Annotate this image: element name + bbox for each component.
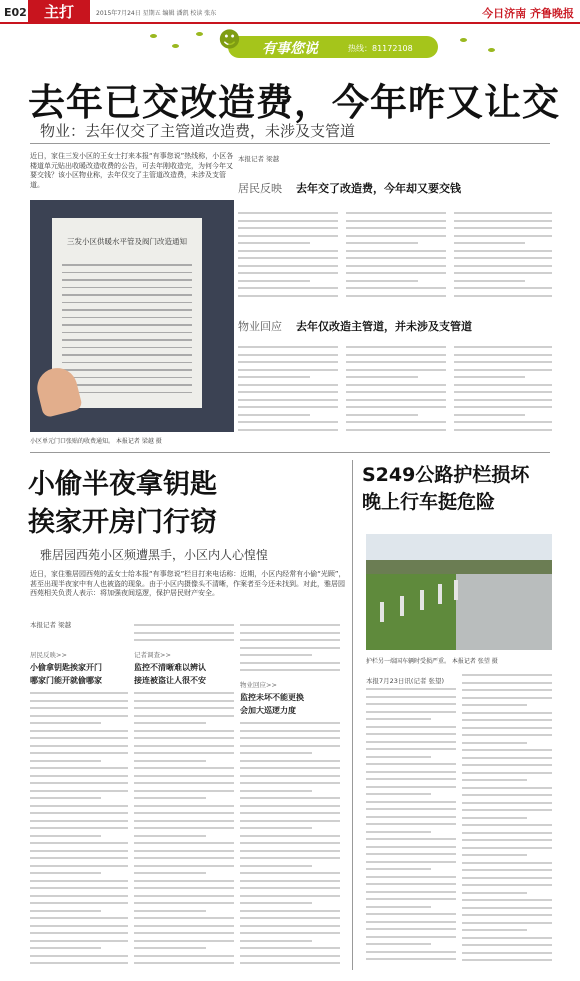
story1-headline: 去年已交改造费，今年咋又让交 (28, 81, 560, 124)
story1-body-col5 (346, 346, 446, 436)
story3-photo-caption: 护栏另一端国车辆时受损严重。 本报记者 张望 摄 (366, 658, 498, 665)
story2-body-col2a (134, 624, 234, 647)
column-title: 有事您说 (262, 41, 318, 57)
story1-body-col4 (238, 346, 338, 436)
story2-subheadline: 雅居园西苑小区频遭黑手，小区内人心惶惶 (40, 548, 269, 562)
leaf-decoration-icon (488, 48, 495, 52)
story1-photo-caption: 小区单元门口张贴的收费通知。 本报记者 梁越 摄 (30, 438, 162, 445)
story2-body-col1 (30, 692, 128, 970)
story2-side3-kicker: 物业回应>> (240, 681, 277, 689)
story2-side2-title2: 接连被盗让人很不安 (134, 676, 206, 685)
story2-side1-title2: 哪家门能开就偷哪家 (30, 676, 102, 685)
story2-headline-line2: 挨家开房门行窃 (28, 507, 217, 538)
story3-headline (362, 462, 529, 516)
story2-byline: 本报记者 梁越 (30, 621, 72, 629)
guardrail-photo (366, 534, 552, 650)
story2-body-col3a (240, 624, 340, 677)
story3-headline-line2: 晚上行车挺危险 (362, 491, 496, 513)
story2-side1-kicker: 居民反映>> (30, 651, 67, 659)
story2-body-col2 (134, 692, 234, 970)
notice-title: 三发小区供暖水平管及阀门改造通知 (67, 237, 187, 246)
story1-subheadline: 物业：去年仅交了主管道改造费，未涉及支管道 (40, 122, 356, 140)
story2-lead: 近日，家住雅居园西苑的孟女士给本报“有事您说”栏目打来电话称：近期，小区内经常有小偷“光顾”，甚至出现半夜家中有人也被盗的现象。由于小区内摄像头不清晰，作案者至今还未找到。对此，雅居园西苑相关负责人表示：将加强夜间巡逻，保护居民财产安全。 (30, 570, 346, 597)
story2-headline-line1: 小偷半夜拿钥匙 (28, 469, 217, 500)
story1-body-col3 (454, 212, 552, 302)
story2-side2-kicker: 记者调查>> (134, 651, 171, 659)
column-banner (0, 26, 580, 66)
paper-logo: 今日济南 齐鲁晚报 (482, 7, 574, 20)
story1-body-col6 (454, 346, 552, 436)
column-divider (352, 460, 353, 970)
story2-side3-title: 监控未坏不能更换 (240, 693, 304, 702)
story2-headline (28, 466, 217, 542)
section-label: 物业回应 (238, 320, 282, 333)
notice-photo (30, 200, 234, 432)
story2-side2-title: 监控不清晰难以辨认 (134, 663, 206, 672)
story1-lead: 近日，家住三发小区的王女士打来本报“有事您说”热线称，小区各楼道单元贴出收暖改造收费的公告，可去年刚收造完，为何今年又要交钱？该小区物业称，去年仅交了主管道改造费，未涉及支管道。 (30, 152, 234, 189)
story2-side1-title: 小偷拿钥匙挨家开门 (30, 663, 102, 672)
story1-section-residents (238, 180, 461, 196)
story3-body-col2 (462, 674, 552, 967)
story2-body-col3 (240, 722, 340, 970)
page-number: E02 (4, 6, 27, 19)
leaf-decoration-icon (196, 32, 203, 36)
leaf-decoration-icon (150, 34, 157, 38)
divider (30, 143, 550, 144)
story3-headline-line1: S249公路护栏损坏 (362, 464, 530, 486)
divider (30, 452, 550, 453)
section-heading: 去年仅改造主管道，并未涉及支管道 (296, 320, 472, 333)
story1-byline: 本报记者 梁越 (238, 155, 280, 163)
section-heading: 去年交了改造费，今年却又要交钱 (296, 182, 461, 195)
leaf-decoration-icon (172, 44, 179, 48)
story3-body-col1 (366, 688, 456, 966)
dateline: 2015年7月24日 星期五 编辑 潘凯 校读 张东 (96, 10, 217, 17)
mascot-icon: ☻ (218, 28, 241, 53)
story1-section-property (238, 318, 472, 334)
story1-body-col1 (238, 212, 338, 302)
section-label: 居民反映 (238, 182, 282, 195)
section-tab: 主打 (28, 0, 90, 24)
leaf-decoration-icon (460, 38, 467, 42)
masthead (0, 0, 580, 24)
story1-body-col2 (346, 212, 446, 302)
story3-byline: 本报7月23日讯(记者 张望) (366, 677, 445, 685)
hotline: 热线：81172108 (348, 44, 413, 53)
story2-side3-title2: 会加大巡逻力度 (240, 706, 296, 715)
